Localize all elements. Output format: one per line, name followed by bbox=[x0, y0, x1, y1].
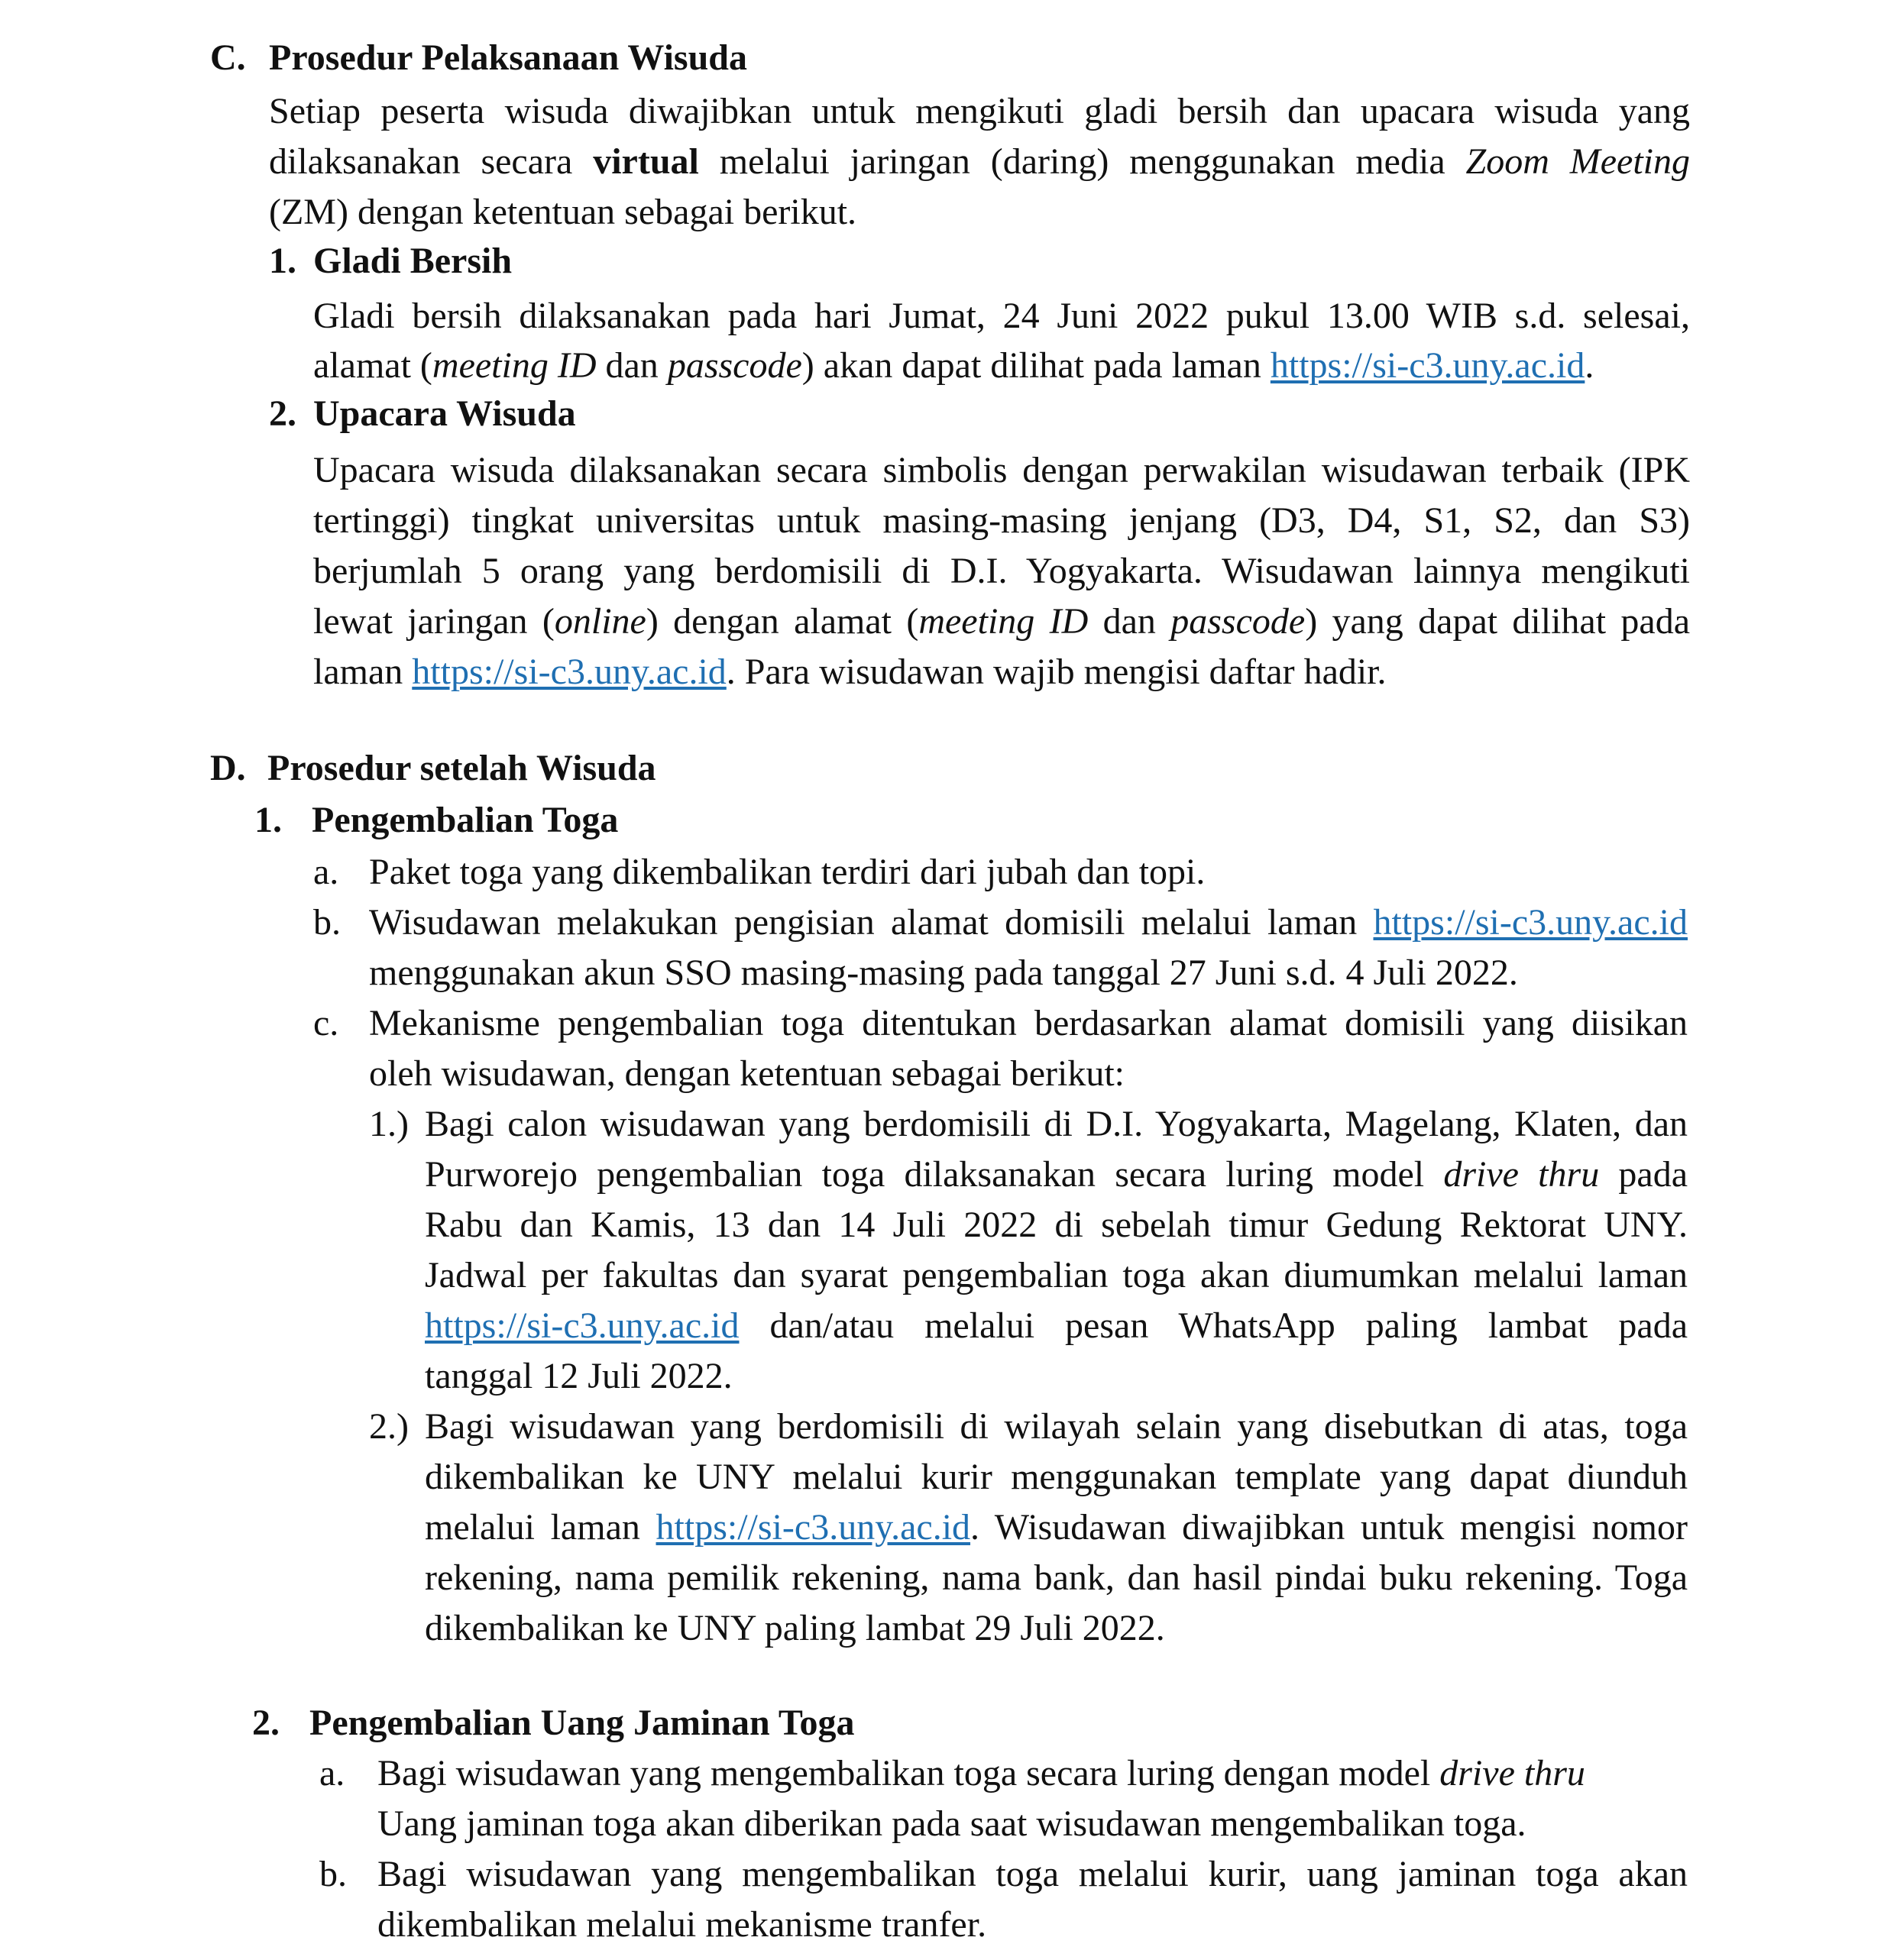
list-marker: c. bbox=[313, 1003, 339, 1043]
text: Bagi wisudawan yang mengembalikan toga secara luring dengan model bbox=[377, 1753, 1440, 1793]
item-marker: 2. bbox=[252, 1703, 280, 1743]
list-marker: b. bbox=[313, 902, 341, 943]
text-italic: passcode bbox=[1170, 601, 1306, 642]
section-c-marker: C. bbox=[210, 37, 246, 78]
list-item-line: oleh wisudawan, dengan ketentuan sebagai berikut: bbox=[369, 1053, 1125, 1094]
url-link[interactable]: https://si-c3.uny.ac.id bbox=[656, 1507, 971, 1548]
text-italic: drive thru bbox=[1439, 1753, 1585, 1793]
sub-list-line bbox=[425, 1305, 1688, 1346]
sub-list-line: dikembalikan ke UNY melalui kurir menggunakan template yang dapat diunduh bbox=[425, 1457, 1688, 1497]
url-link[interactable]: https://si-c3.uny.ac.id bbox=[425, 1305, 740, 1346]
section-c-intro-line: (ZM) dengan ketentuan sebagai berikut. bbox=[269, 192, 857, 232]
list-item-line: Mekanisme pengembalian toga ditentukan berdasarkan alamat domisili yang diisikan bbox=[369, 1003, 1688, 1043]
text: Purworejo pengembalian toga dilaksanakan secara luring model bbox=[425, 1154, 1444, 1195]
text: dan/atau melalui pesan WhatsApp paling lambat pada bbox=[739, 1305, 1688, 1346]
list-item-line bbox=[369, 904, 1688, 941]
text: ) yang dapat dilihat pada bbox=[1305, 601, 1690, 642]
text-bold: virtual bbox=[593, 141, 699, 182]
paragraph-line: Gladi bersih dilaksanakan pada hari Jumat, 24 Juni 2022 pukul 13.00 WIB s.d. selesai, bbox=[313, 296, 1690, 336]
sub-list-line: dikembalikan ke UNY paling lambat 29 Juli 2022. bbox=[425, 1608, 1165, 1648]
text: melalui jaringan (daring) menggunakan media bbox=[698, 141, 1466, 182]
paragraph-line bbox=[313, 654, 1387, 691]
text-italic: drive thru bbox=[1443, 1154, 1600, 1195]
section-c-title: Prosedur Pelaksanaan Wisuda bbox=[269, 37, 747, 78]
text: dan bbox=[1088, 601, 1171, 642]
section-d-marker: D. bbox=[210, 748, 246, 788]
text: . Wisudawan diwajibkan untuk mengisi nomor bbox=[970, 1507, 1688, 1548]
text: dilaksanakan secara bbox=[269, 141, 594, 182]
text: ) akan dapat dilihat pada laman bbox=[801, 345, 1271, 386]
sub-list-line: rekening, nama pemilik rekening, nama bank, dan hasil pindai buku rekening. Toga bbox=[425, 1557, 1688, 1598]
paragraph-line bbox=[313, 345, 1594, 386]
list-item-line bbox=[377, 1755, 1585, 1792]
paragraph-line: tertinggi) tingkat universitas untuk masing-masing jenjang (D3, D4, S1, S2, dan S3) bbox=[313, 500, 1690, 541]
list-item-line: dikembalikan melalui mekanisme tranfer. bbox=[377, 1904, 987, 1945]
sub-list-marker: 2.) bbox=[369, 1406, 409, 1447]
item-title: Upacara Wisuda bbox=[313, 393, 576, 434]
section-c-intro-line: Setiap peserta wisuda diwajibkan untuk mengikuti gladi bersih dan upacara wisuda yang bbox=[269, 91, 1690, 131]
text: . bbox=[1585, 345, 1594, 386]
text: pada bbox=[1599, 1154, 1688, 1195]
text: dan bbox=[596, 345, 668, 386]
sub-list-line: Jadwal per fakultas dan syarat pengembalian toga akan diumumkan melalui laman bbox=[425, 1255, 1688, 1295]
text-italic: passcode bbox=[667, 345, 802, 386]
sub-list-line: Bagi wisudawan yang berdomisili di wilayah selain yang disebutkan di atas, toga bbox=[425, 1406, 1688, 1447]
text: Wisudawan melakukan pengisian alamat domisili melalui laman bbox=[369, 902, 1374, 943]
list-item-line: Bagi wisudawan yang mengembalikan toga melalui kurir, uang jaminan toga akan bbox=[377, 1854, 1688, 1894]
list-marker: a. bbox=[313, 852, 339, 892]
text: melalui laman bbox=[425, 1507, 656, 1548]
sub-list-line: Rabu dan Kamis, 13 dan 14 Juli 2022 di sebelah timur Gedung Rektorat UNY. bbox=[425, 1205, 1688, 1245]
text: . Para wisudawan wajib mengisi daftar hadir. bbox=[726, 652, 1387, 692]
list-item-line: Paket toga yang dikembalikan terdiri dari jubah dan topi. bbox=[369, 852, 1206, 892]
text: laman bbox=[313, 652, 413, 692]
paragraph-line: berjumlah 5 orang yang berdomisili di D.I. Yogyakarta. Wisudawan lainnya mengikuti bbox=[313, 551, 1690, 591]
text: alamat ( bbox=[313, 345, 432, 386]
item-marker: 1. bbox=[269, 241, 296, 281]
sub-list-line: Bagi calon wisudawan yang berdomisili di D.I. Yogyakarta, Magelang, Klaten, dan bbox=[425, 1104, 1688, 1144]
sub-list-line bbox=[425, 1156, 1688, 1193]
url-link[interactable]: https://si-c3.uny.ac.id bbox=[1373, 902, 1688, 943]
url-link[interactable]: https://si-c3.uny.ac.id bbox=[412, 652, 727, 692]
sub-list-line: tanggal 12 Juli 2022. bbox=[425, 1356, 733, 1396]
list-marker: a. bbox=[319, 1753, 345, 1793]
url-link[interactable]: https://si-c3.uny.ac.id bbox=[1270, 345, 1585, 386]
text: ) dengan alamat ( bbox=[646, 601, 919, 642]
item-title: Pengembalian Toga bbox=[312, 800, 619, 840]
item-marker: 2. bbox=[269, 393, 296, 434]
list-item-line: menggunakan akun SSO masing-masing pada tanggal 27 Juni s.d. 4 Juli 2022. bbox=[369, 953, 1518, 993]
item-marker: 1. bbox=[254, 800, 282, 840]
section-d-title: Prosedur setelah Wisuda bbox=[267, 748, 656, 788]
item-title: Pengembalian Uang Jaminan Toga bbox=[309, 1703, 855, 1743]
list-item-line: Uang jaminan toga akan diberikan pada saat wisudawan mengembalikan toga. bbox=[377, 1803, 1526, 1844]
paragraph-line: Upacara wisuda dilaksanakan secara simbolis dengan perwakilan wisudawan terbaik (IPK bbox=[313, 450, 1690, 490]
text-italic: online bbox=[554, 601, 646, 642]
item-title: Gladi Bersih bbox=[313, 241, 513, 281]
sub-list-line bbox=[425, 1509, 1688, 1546]
text-italic: Zoom Meeting bbox=[1465, 141, 1691, 182]
section-c-intro-line bbox=[269, 141, 1691, 182]
text-italic: meeting ID bbox=[918, 601, 1089, 642]
text-italic: meeting ID bbox=[432, 345, 597, 386]
list-marker: b. bbox=[319, 1854, 347, 1894]
paragraph-line bbox=[313, 603, 1690, 640]
sub-list-marker: 1.) bbox=[369, 1104, 409, 1144]
text: lewat jaringan ( bbox=[313, 601, 555, 642]
